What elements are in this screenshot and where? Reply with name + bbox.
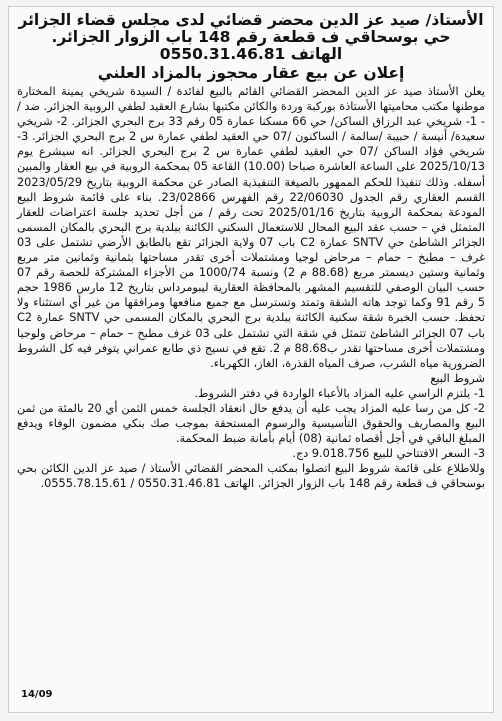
term-item-3: 3- السعر الافتتاحي للبيع 9.018.756 دج.	[292, 447, 485, 461]
announcement-body	[17, 84, 485, 371]
term-item-2: 2- كل من رسا عليه المزاد يجب عليه أن يدفع حال انعقاد الجلسة خمس الثمن أي 20 بالمئة من ثمن البيع والمصاريف والحقوق التأسيسية والرسوم المستحقة بموجب صك بنكي مضمون الوفاء ويدفع المبلغ الباقي في أجل أقصاه ثمانية (08) أيام بأمانة ضبط المحكمة.	[17, 401, 485, 446]
announcement-page	[8, 6, 494, 713]
contact-paragraph: وللاطلاع على قائمة شروط البيع اتصلوا بمكتب المحضر القضائي الأستاذ / صيد عز الدين الكائن بحي بوسحاقي ف قطعة رقم 148 باب الزوار الجزائر. الهاتف 0550.31.46.81 / 0555.78.15.61.	[17, 462, 485, 491]
bailiff-name-line: الأستاذ/ صيد عز الدين محضر قضائي لدى مجلس قضاء الجزائر	[18, 11, 484, 29]
header	[17, 12, 485, 82]
announcement-subject: إعلان عن بيع عقار محجوز بالمزاد العلني	[97, 64, 405, 82]
bailiff-phone-line: الهاتف 0550.31.46.81	[159, 45, 343, 63]
term-item-1: 1- يلتزم الراسي عليه المزاد بالأعباء الواردة في دفتر الشروط.	[194, 386, 485, 400]
bailiff-address-line: حي بوسحاقي ف قطعة رقم 148 باب الزوار الجزائر.	[51, 28, 451, 46]
sale-terms-title: شروط البيع	[430, 371, 485, 385]
sale-terms	[17, 371, 485, 492]
reference-number: 14/09	[21, 689, 53, 700]
body-paragraph: يعلن الأستاذ صيد عز الدين المحضر القضائي القائم بالبيع لفائدة / السيدة شريخي يمينة المختارة موطنها مكتب محاميتها الأستاذة بوركبة وردة والكائن مكتبها بشارع العقيد لطفي الروبية الجزائر. ضد / - 1- شريخي عبد الرزاق الساكن/ حي 66 مسكنا عمارة 05 رقم 33 برج البحري الجزائر. 2- شريخي سعيدة/ أنيسة / حبيبة /سالمة / الساكنون /07 حي العقيد لطفي عمارة س 2 برج البحري الجزائر. 3- شريخي فؤاد الساكن /07 حي العقيد لطفي عمارة س 2 برج البحري الجزائر. انه سيشرع يوم 2025/10/13 على الساعة العاشرة صباحا (10.00) القاعة 05 بمحكمة الروبية في بيع العقار والمبين أسفله. وذلك تنفيذا للحكم الممهور بالصيغة التنفيذية الصادر عن محكمة الروبية بتاريخ 2023/05/29 القسم العقاري رقم الجدول 22/06030 رقم الفهرس 23/02866. بناء على قائمة شروط البيع المودعة بمحكمة الروبية بتاريخ 2025/01/16 تحت رقم / من أجل تحديد جلسة اعتراضات للعقار المتمثل في – حسب عقد البيع المحال للاستعمال السكني الكائنة ببلدية برج البحري بالمكان المسمى الجزائر الشاطئ حي SNTV عمارة C2 باب 07 ولاية الجزائر تقع بالطابق الأرضي تشتمل على 03 غرف – مطبخ – حمام – مرحاض لوجيا ومشتملات أخرى تقدر مساحتها بثمانية وثمانين متر مربع وثمانية وستين ديسمتر مربع (88.68 م 2) ونسبة 1000/74 من الأجزاء المشتركة للحصة رقم 07 حسب البيان الوصفي للتقسيم المشهر بالمحافظة العقارية ليبومرداس بتاريخ 12 مارس 1986 حجم 5 رقم 91 وكما توجد هاته الشقة وتمتد وتسترسل مع جميع منافعها ومرافقها من غير أي استثناء ولا تحفظ. حسب الخبرة شقة سكنية الكائنة ببلدية برج البحري بالمكان المسمى حي SNTV عمارة C2 باب 07 الجزائر الشاطئ تتمثل في شقة التي تشتمل على 03 غرف مطبخ – حمام – مرحاض ولوجيا ومشتملات أخرى مساحتها تقدر ب88.68 م 2. تقع في نسيج ذي طابع عمراني يتوفر فيه كل الشروط الضرورية مياه الشرب، صرف المياه القذرة، الغاز، الكهرباء.	[17, 85, 486, 370]
